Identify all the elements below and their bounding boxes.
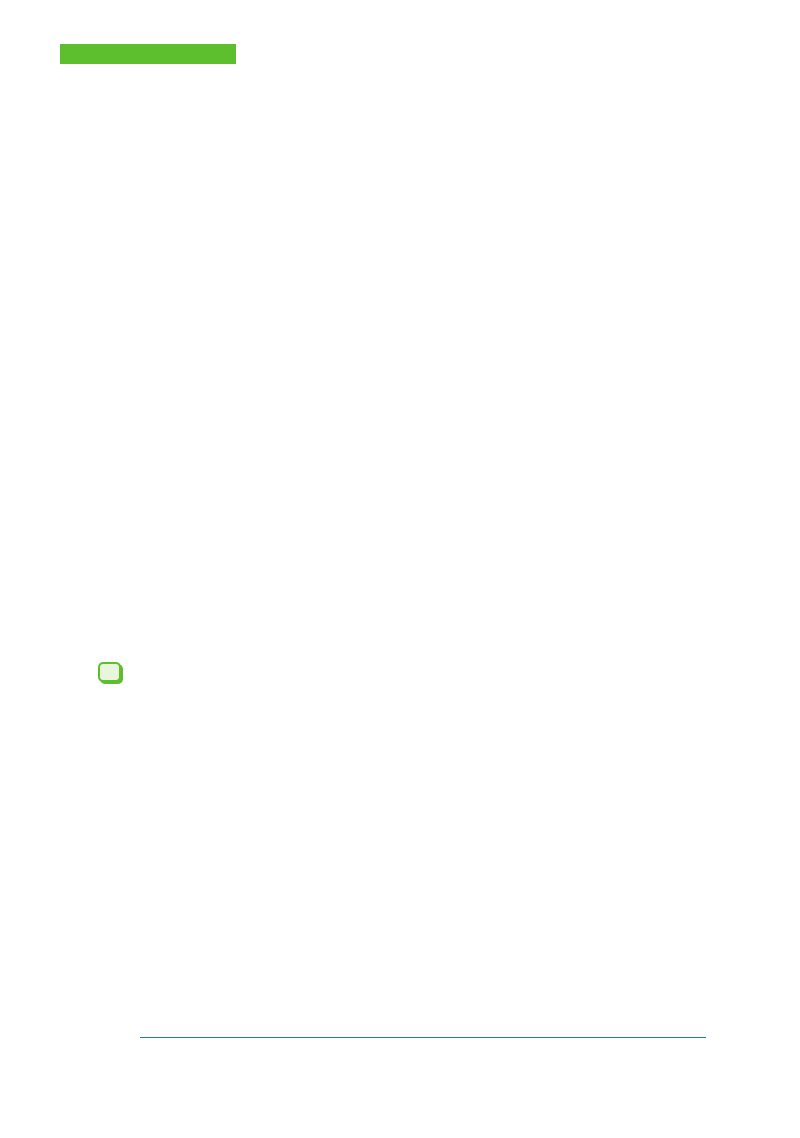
comprehending-heading: [97, 631, 101, 652]
answer-blank-line[interactable]: [140, 1023, 706, 1038]
exercise-number-badge: [98, 662, 121, 682]
theme-header-tab: [60, 44, 236, 64]
answer-row: [134, 1023, 706, 1038]
